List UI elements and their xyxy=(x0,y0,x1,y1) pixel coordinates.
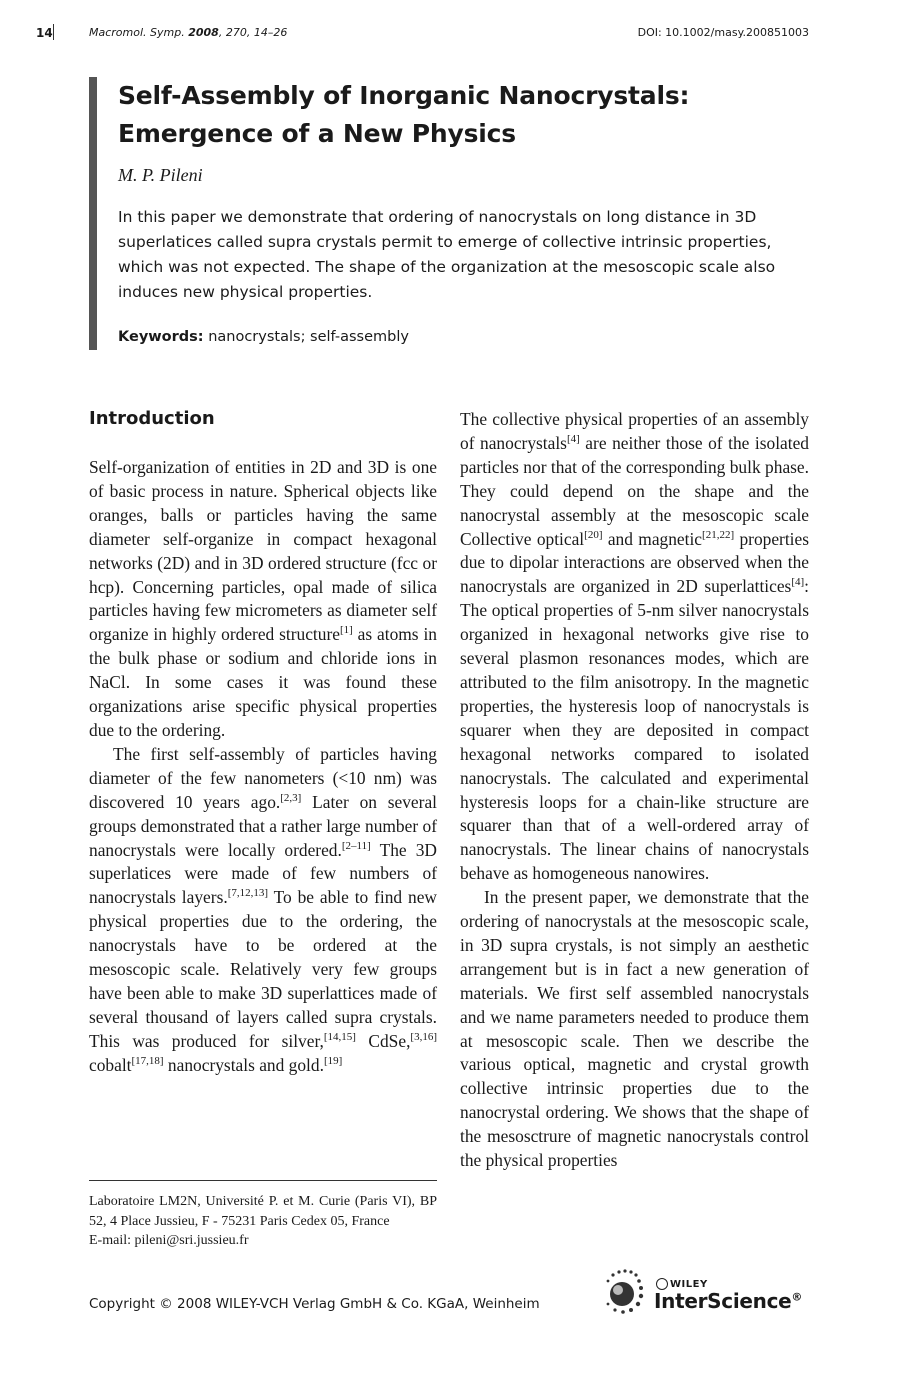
interscience-text: InterScience xyxy=(654,1289,792,1313)
page-number: 14 xyxy=(36,26,53,40)
citation[interactable]: [21,22] xyxy=(702,528,735,541)
accent-bar xyxy=(89,77,97,350)
text-run: : The optical properties of 5-nm silver nanocrystals organized in hexagonal networks give rise to several plasmon resonances modes, which are attributed to the film anisotropy. In the magnetic properties, the hysteresis loop of nanocrystals is squarer when they are deposited in compact hexagonal networks compared to isolated nanocrystals. The calculated and experimental hysteresis loops for a chain-like structure are squarer than that of a well-ordered array of nanocrystals. The linear chains of nanocrystals behave as homogeneous nanowires. xyxy=(460,576,809,884)
citation[interactable]: [4] xyxy=(566,433,580,446)
text-run: The collective physical properties of an assembly of nanocrystals xyxy=(460,409,809,453)
keywords-value: nanocrystals; self-assembly xyxy=(208,329,409,345)
paragraph xyxy=(89,456,437,743)
text-run: To be able to find new physical properties due to the ordering, the nanocrystals have to be ordered at the mesoscopic scale. Relatively very few groups have been able to make 3D superlattices made of several thousand of layers called supra crystals. This was produced for silver, xyxy=(89,887,437,1051)
keywords xyxy=(118,329,409,345)
text-run: nanocrystals and gold. xyxy=(163,1054,324,1075)
title-line-1: Self-Assembly of Inorganic Nanocrystals: xyxy=(118,81,690,110)
citation[interactable]: [17,18] xyxy=(131,1054,164,1067)
paragraph: In the present paper, we demonstrate that the ordering of nanocrystals at the mesoscopic scale, in 3D supra crystals, is not simply an aesthetic arrangement but is in fact a new generation of materials. We first self assembled nanocrystals and we name parameters needed to produce them at mesoscopic scale. Then we describe the various optical, magnetic and crystal growth collective intrinsic properties due to the nanocrystal ordering. We shows that the shape of the mesosctrure of magnetic nanocrystals control the physical properties xyxy=(460,887,809,1171)
text-run: CdSe, xyxy=(355,1030,411,1051)
author: M. P. Pileni xyxy=(118,165,203,185)
citation[interactable]: [19] xyxy=(323,1054,343,1067)
section-heading-introduction: Introduction xyxy=(89,408,215,429)
title-line-2: Emergence of a New Physics xyxy=(118,119,516,148)
paragraph xyxy=(460,408,809,886)
text-run: The first self-assembly of particles having diameter of the few nanometers (<10 nm) was discovered 10 years ago. xyxy=(89,743,437,812)
affiliation: Laboratoire LM2N, Université P. et M. Curie (Paris VI), BP 52, 4 Place Jussieu, F - 75231 Paris Cedex 05, France xyxy=(89,1194,437,1229)
title-abstract-block xyxy=(89,77,814,350)
keywords-label: Keywords: xyxy=(118,329,204,345)
doi: DOI: 10.1002/masy.200851003 xyxy=(637,26,809,39)
citation[interactable]: [20] xyxy=(584,528,603,541)
citation[interactable]: [2,3] xyxy=(280,791,302,804)
citation[interactable]: [1] xyxy=(339,624,353,637)
citation[interactable]: [7,12,13] xyxy=(227,887,269,900)
text-run: properties due to dipolar interactions are observed when the nanocrystals are organized in 2D superlattices xyxy=(460,528,809,597)
text-run: The 3D superlatices were made of few numbers of nanocrystals layers. xyxy=(89,839,437,908)
text-run: cobalt xyxy=(89,1054,132,1075)
affiliation-footnote xyxy=(89,1192,437,1251)
page-number-separator xyxy=(53,24,54,40)
footnote-rule xyxy=(89,1180,437,1181)
paragraph xyxy=(89,743,437,1078)
text-run: are neither those of the isolated particles nor that of the corresponding bulk phase. They could depend on the shape and the nanocrystal assembly at the mesoscopic scale Collective optical xyxy=(460,432,809,549)
running-head xyxy=(0,26,905,44)
text-run: and magnetic xyxy=(602,528,703,549)
journal-volume-pages: , 270, 14–26 xyxy=(218,26,288,39)
journal-reference xyxy=(89,26,287,39)
wiley-text: WILEY xyxy=(670,1279,708,1290)
body-column-left xyxy=(89,456,437,1078)
interscience-logo xyxy=(604,1266,814,1316)
article-title xyxy=(118,77,689,153)
citation[interactable]: [2–11] xyxy=(341,839,371,852)
interscience-wordmark xyxy=(654,1289,802,1313)
text-run: Self-organization of entities in 2D and 3D is one of basic process in nature. Spherical objects like oranges, balls or particles having the same diameter self-organize in compact hexagonal networks (2D) and in 3D ordered structure (fcc or hcp). Concerning particles, opal made of silica particles having few micrometers as diameter self organize in highly ordered structure xyxy=(89,457,437,645)
citation[interactable]: [14,15] xyxy=(323,1030,356,1043)
text-run: Later on several groups demonstrated that a rather large number of nanocrystals were locally ordered. xyxy=(89,791,437,860)
abstract: In this paper we demonstrate that ordering of nanocrystals on long distance in 3D superlatices called supra crystals permit to emerge of collective intrinsic properties, which was not expected. The shape of the organization at the mesoscopic scale also induces new physical properties. xyxy=(118,208,776,301)
citation[interactable]: [4] xyxy=(791,576,805,589)
text-run: as atoms in the bulk phase or sodium and chloride ions in NaCl. In some cases it was found these organizations arise specific physical properties due to the ordering. xyxy=(89,624,437,740)
citation[interactable]: [3,16] xyxy=(410,1030,437,1043)
journal-name: Macromol. Symp. xyxy=(89,26,185,39)
email[interactable]: E-mail: pileni@sri.jussieu.fr xyxy=(89,1233,249,1248)
journal-year: 2008 xyxy=(188,26,219,39)
copyright: Copyright © 2008 WILEY-VCH Verlag GmbH & Co. KGaA, Weinheim xyxy=(89,1296,540,1312)
dotted-globe-icon xyxy=(604,1266,654,1316)
body-column-right xyxy=(460,408,809,1173)
registered-mark: ® xyxy=(791,1290,803,1304)
